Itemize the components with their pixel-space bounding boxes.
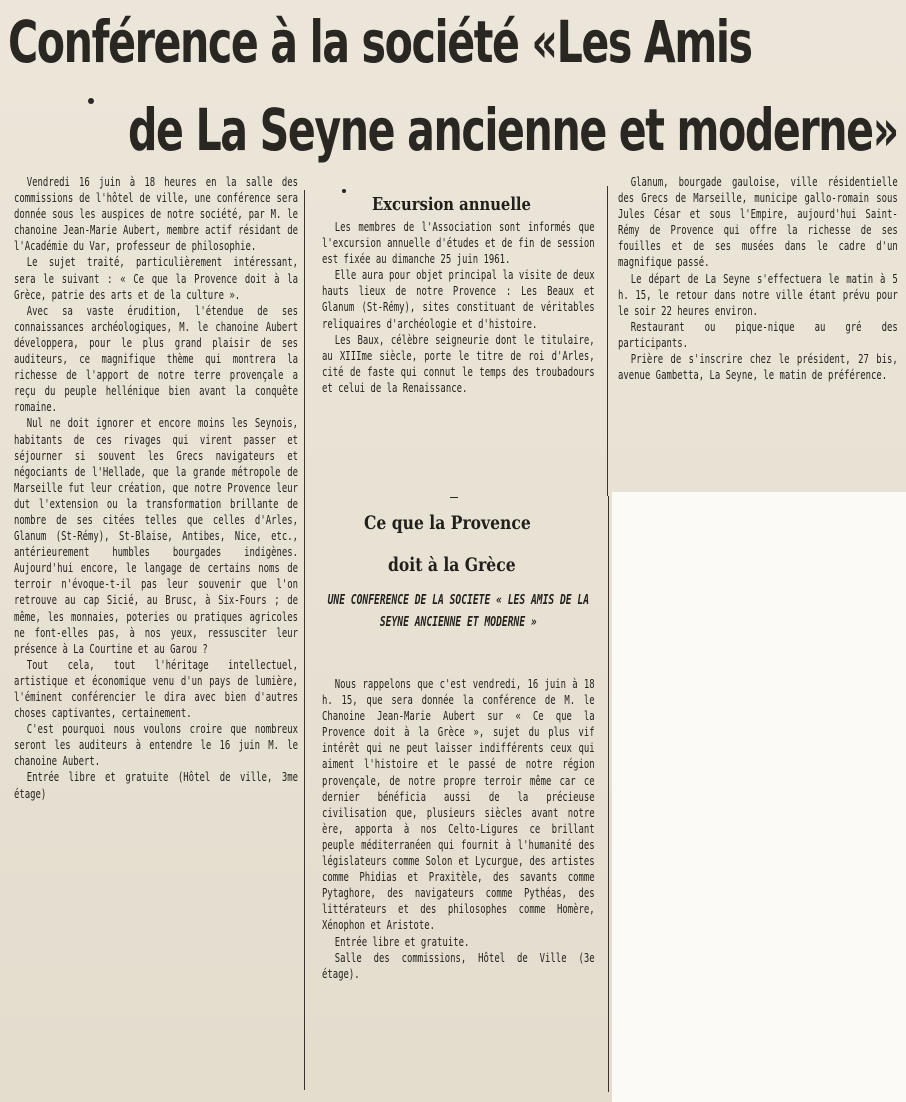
paragraph: Avec sa vaste érudition, l'étendue de ses connaissances archéologiques, M. le chanoine Aubert développera, pour le plus grand plaisir de ses auditeurs, ce magnifique thème qui montrera la richesse de l'apport de notre terre provençale a reçu du peuple hellénique bien avant la conquête romaine.	[14, 302, 298, 415]
provence-title-line-1: Ce que la Provence	[364, 512, 531, 534]
paragraph: Restaurant ou pique-nique au gré des participants.	[618, 318, 898, 350]
article-column-1	[14, 174, 298, 802]
paragraph: Tout cela, tout l'héritage intellectuel, artistique et économique venu d'un pays de lumière, l'éminent conférencier le dira avec bien d'autres choses captivantes, certainement.	[14, 656, 298, 721]
excursion-text	[322, 219, 595, 396]
paragraph: C'est pourquoi nous voulons croire que nombreux seront les auditeurs à entendre le 16 juin M. le chanoine Aubert.	[14, 721, 298, 769]
provence-text	[322, 676, 595, 982]
headline-line-2: de La Seyne ancienne et moderne»	[128, 96, 898, 164]
blank-area	[612, 492, 906, 1102]
section-separator	[450, 497, 458, 498]
paragraph: Nul ne doit ignorer et encore moins les Seynois, habitants de ces rivages qui virent passer et séjourner si souvent les Grecs navigateurs et négociants de l'Hellade, que la grande métropole de Marseille fut leur création, que notre Provence leur dut l'extension ou la transformation brillante de nombre de ses citées telles que celles d'Arles, Glanum (St-Rémy), St-Blaise, Antibes, Nice, etc., antérieurement humbles bourgades indigènes. Aujourd'hui encore, le langage de certains noms de terroir n'évoque-t-il pas leur souvenir que l'on retrouve au cap Sicié, au Brusc, à Six-Fours ; de même, les monnaies, poteries ou pratiques agricoles ne font-elles pas, à nos yeux, ressusciter leur présence à La Courtine et au Garou ?	[14, 415, 298, 656]
paragraph: Prière de s'inscrire chez le président, 27 bis, avenue Gambetta, La Seyne, le matin de préférence.	[618, 351, 898, 383]
paragraph: Entrée libre et gratuite (Hôtel de ville, 3me étage)	[14, 769, 298, 801]
paragraph: Elle aura pour objet principal la visite de deux hauts lieux de notre Provence : Les Beaux et Glanum (St-Rémy), sites constituant de véritables reliquaires d'archéologie et d'histoire.	[322, 267, 595, 331]
paragraph: Glanum, bourgade gauloise, ville résidentielle des Grecs de Marseille, municipe gallo-romain sous Jules César et sous l'Empire, aujourd'hui Saint-Rémy de Provence qui offre la richesse de ses fouilles et de ses musées dans le cadre d'un magnifique passé.	[618, 174, 898, 270]
column-rule-3	[608, 496, 609, 1092]
paragraph: Nous rappelons que c'est vendredi, 16 juin à 18 h. 15, que sera donnée la conférence de M. le Chanoine Jean-Marie Aubert sur « Ce que la Provence doit à la Grèce », sujet du plus vif intérêt qui ne peut laisser indifférents ceux qui aiment l'histoire et le passé de notre région provençale, de notre propre terroir même car ce dernier bénéficia aussi de la précieuse civilisation que, plusieurs siècles avant notre ère, apporta à nos Celto-Ligures ce brillant peuple méditerranéen qui fournit à l'humanité des législateurs comme Solon et Lycurgue, des artistes comme Phidias et Praxitèle, des savants comme Pytaghore, des navigateurs comme Pythéas, des littérateurs et des philosophes comme Homère, Xénophon et Aristote.	[322, 676, 595, 933]
paragraph: Les membres de l'Association sont informés que l'excursion annuelle d'études et de fin de session est fixée au dimanche 25 juin 1961.	[322, 219, 595, 267]
headline-line-1: Conférence à la société «Les Amis	[8, 8, 752, 76]
paragraph: Le départ de La Seyne s'effectuera le matin à 5 h. 15, le retour dans notre ville étant prévu pour le soir 22 heures environ.	[618, 270, 898, 318]
column-rule-2	[607, 186, 608, 496]
excursion-title: Excursion annuelle	[372, 194, 531, 215]
headline-bullet	[88, 98, 94, 104]
column-rule-1	[304, 190, 305, 1090]
provence-title-line-2: doit à la Grèce	[388, 554, 516, 576]
paragraph: Le sujet traité, particulièrement intéressant, sera le suivant : « Ce que la Provence doit à la Grèce, patrie des arts et de la culture ».	[14, 254, 298, 302]
paragraph: Vendredi 16 juin à 18 heures en la salle des commissions de l'hôtel de ville, une conférence sera donnée sous les auspices de notre société, par M. le chanoine Jean-Marie Aubert, membre actif résidant de l'Académie du Var, professeur de philosophie.	[14, 174, 298, 254]
article-column-3	[618, 174, 898, 383]
provence-kicker: UNE CONFERENCE DE LA SOCIETE « LES AMIS DE LA SEYNE ANCIENNE ET MODERNE »	[327, 592, 590, 630]
paragraph: Les Baux, célèbre seigneurie dont le titulaire, au XIIIme siècle, porte le titre de roi d'Arles, cité de faste qui connut le temps des troubadours et celui de la Renaissance.	[322, 331, 595, 395]
paragraph: Salle des commissions, Hôtel de Ville (3e étage).	[322, 949, 595, 981]
section-dot	[342, 189, 346, 193]
paragraph: Entrée libre et gratuite.	[334, 933, 470, 949]
